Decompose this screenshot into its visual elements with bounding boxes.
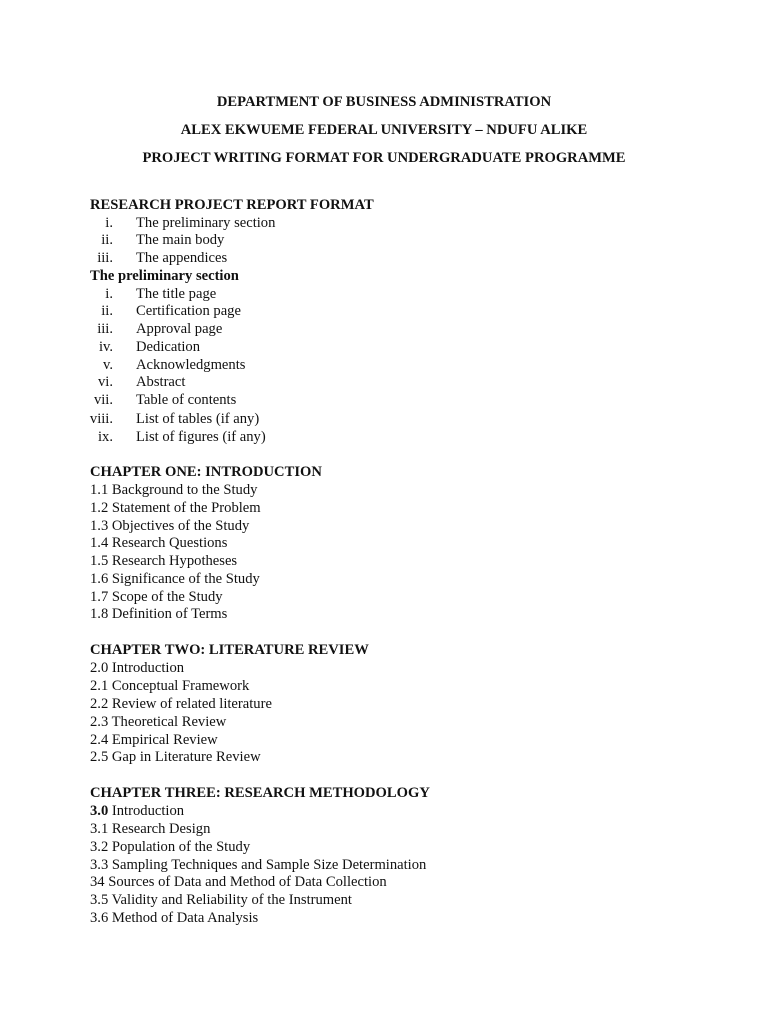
- list-numeral: vii.: [93, 392, 113, 408]
- chapter-three-item: 3.5 Validity and Reliability of the Instrument: [90, 892, 352, 908]
- list-text: Approval page: [136, 321, 223, 337]
- list-item: [0, 410, 768, 428]
- department-heading: DEPARTMENT OF BUSINESS ADMINISTRATION: [216, 94, 552, 110]
- list-text: Abstract: [136, 374, 186, 390]
- list-numeral: ii.: [101, 232, 113, 248]
- chapter-three-item: 3.1 Research Design: [90, 821, 211, 837]
- preliminary-heading: The preliminary section: [90, 268, 239, 284]
- document-title: PROJECT WRITING FORMAT FOR UNDERGRADUATE PROGRAMME: [142, 150, 626, 166]
- list-numeral: iii.: [97, 250, 113, 266]
- chapter-two-item: 2.3 Theoretical Review: [90, 714, 227, 730]
- chapter-one-item: 1.8 Definition of Terms: [90, 606, 228, 622]
- list-text: The appendices: [136, 250, 228, 266]
- list-item: [0, 302, 768, 320]
- chapter-one-item: 1.7 Scope of the Study: [90, 589, 223, 605]
- list-item: [0, 338, 768, 356]
- list-text: The main body: [136, 232, 225, 248]
- list-text: Table of contents: [136, 392, 237, 408]
- list-numeral: i.: [105, 286, 113, 302]
- list-numeral: viii.: [89, 411, 113, 427]
- chapter-two-item: 2.2 Review of related literature: [90, 696, 272, 712]
- chapter-three-item: 3.3 Sampling Techniques and Sample Size Determination: [90, 857, 427, 873]
- list-item: [0, 249, 768, 267]
- chapter-one-item: 1.4 Research Questions: [90, 535, 228, 551]
- intro-number: 3.0: [90, 803, 109, 819]
- university-heading: ALEX EKWUEME FEDERAL UNIVERSITY – NDUFU ALIKE: [180, 122, 588, 138]
- list-item: [0, 320, 768, 338]
- chapter-three-item: 3.6 Method of Data Analysis: [90, 910, 259, 926]
- list-item: [0, 231, 768, 249]
- list-item: [0, 285, 768, 303]
- list-text: The preliminary section: [136, 215, 276, 231]
- chapter-three-heading: CHAPTER THREE: RESEARCH METHODOLOGY: [90, 785, 430, 801]
- chapter-two-item: 2.1 Conceptual Framework: [90, 678, 250, 694]
- chapter-one-item: 1.1 Background to the Study: [90, 482, 258, 498]
- chapter-two-heading: CHAPTER TWO: LITERATURE REVIEW: [90, 642, 369, 658]
- report-format-heading: RESEARCH PROJECT REPORT FORMAT: [90, 197, 374, 213]
- list-numeral: ix.: [98, 429, 113, 445]
- chapter-one-item: 1.5 Research Hypotheses: [90, 553, 238, 569]
- list-item: [0, 356, 768, 374]
- chapter-two-item: 2.4 Empirical Review: [90, 732, 218, 748]
- list-text: List of tables (if any): [136, 411, 260, 427]
- chapter-two-item: 2.5 Gap in Literature Review: [90, 749, 261, 765]
- chapter-three-item: 3.2 Population of the Study: [90, 839, 251, 855]
- list-text: The title page: [136, 286, 217, 302]
- chapter-one-item: 1.2 Statement of the Problem: [90, 500, 261, 516]
- chapter-one-item: 1.3 Objectives of the Study: [90, 518, 250, 534]
- list-item: [0, 428, 768, 446]
- list-text: Dedication: [136, 339, 201, 355]
- chapter-one-heading: CHAPTER ONE: INTRODUCTION: [90, 464, 322, 480]
- list-numeral: v.: [103, 357, 113, 373]
- list-item: [0, 373, 768, 391]
- list-numeral: ii.: [101, 303, 113, 319]
- list-text: Certification page: [136, 303, 241, 319]
- list-item: [0, 214, 768, 232]
- intro-text: Introduction: [108, 803, 185, 819]
- chapter-two-item: 2.0 Introduction: [90, 660, 185, 676]
- list-numeral: i.: [105, 215, 113, 231]
- list-item: [0, 391, 768, 409]
- chapter-three-item: 34 Sources of Data and Method of Data Collection: [90, 874, 387, 890]
- chapter-three-intro: [90, 802, 184, 820]
- list-text: Acknowledgments: [136, 357, 246, 373]
- list-text: List of figures (if any): [136, 429, 266, 445]
- chapter-one-item: 1.6 Significance of the Study: [90, 571, 260, 587]
- list-numeral: iii.: [97, 321, 113, 337]
- list-numeral: vi.: [98, 374, 113, 390]
- list-numeral: iv.: [98, 339, 113, 355]
